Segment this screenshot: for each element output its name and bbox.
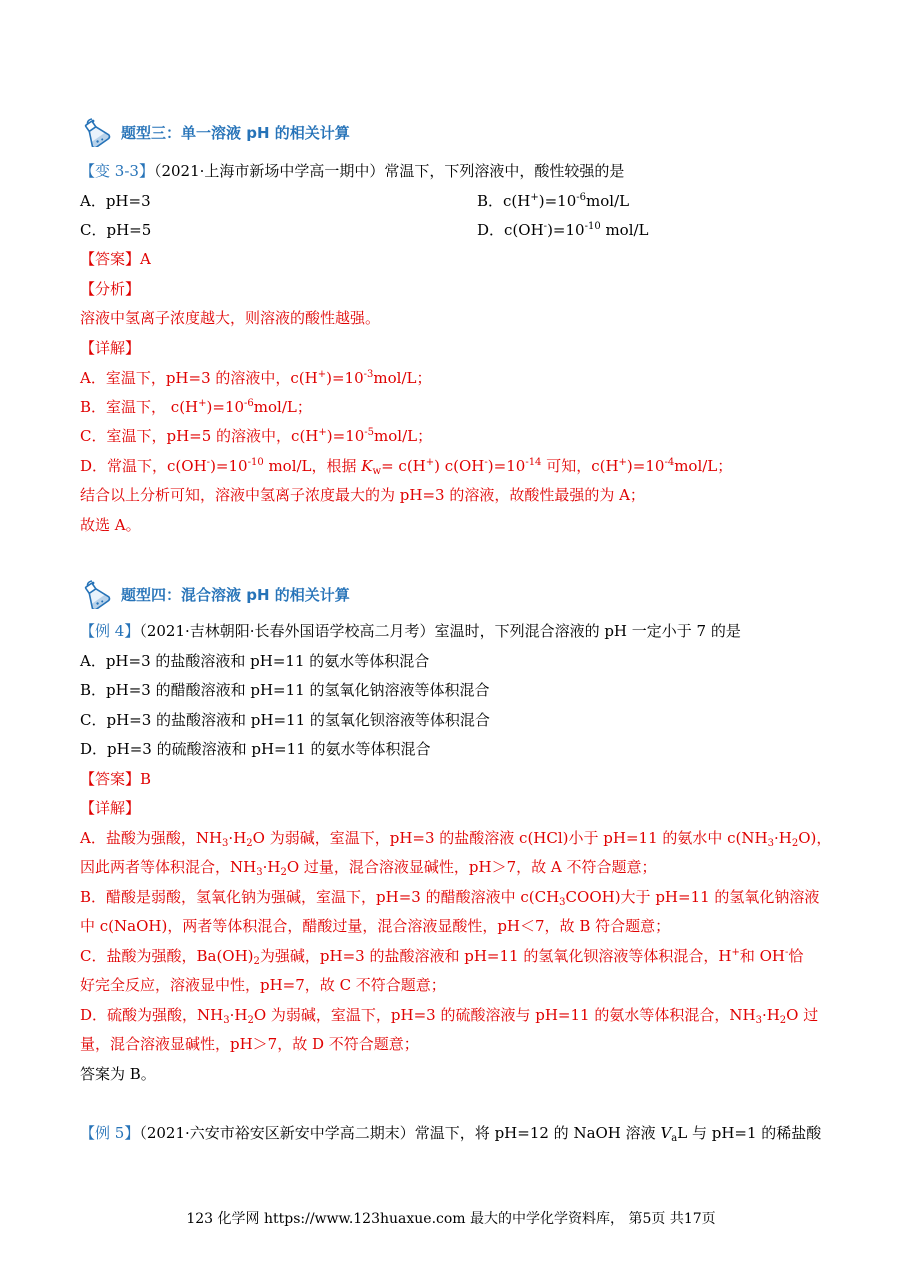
option-d: D．$c(OH^-)=10^{-10}$ mol/L — [477, 221, 649, 239]
detail-d-2: 量，混合溶液显碱性，pH＞7，故 D 不符合题意； — [80, 1035, 419, 1053]
page-footer: 123 化学网 https://www.123huaxue.com 最大的中学化学资料库， 第5页 共17页 — [186, 1211, 716, 1227]
detail-d: D．常温下，$c(OH^-)=10^{-10}$ mol/L，根据 $K_w= c(H^+)$ $c(OH^-)=10^{-14}$ 可知，$c(H^+)=10^{-4}mol/L$； — [80, 457, 733, 477]
detail-b: B．室温下， $c(H^+)=10^{-6}mol/L$； — [80, 398, 312, 416]
option-d: D．pH=3 的硫酸溶液和 pH=11 的氨水等体积混合 — [80, 740, 431, 758]
detail-label: 【详解】 — [80, 339, 141, 357]
option-a: A．pH=3 的盐酸溶液和 pH=11 的氨水等体积混合 — [80, 652, 430, 670]
question-line: 【例 4】（2021·吉林朝阳·长春外国语学校高二月考）室温时，下列混合溶液的 pH 一定小于 7 的是 — [80, 622, 741, 640]
option-c: C．pH=5 — [80, 221, 152, 239]
flask-icon — [80, 117, 112, 147]
flask-icon — [80, 579, 112, 609]
detail-c-2: 好完全反应，溶液显中性，pH=7，故 C 不符合题意； — [80, 976, 446, 994]
answer-line: 【答案】A — [80, 250, 151, 268]
detail-c: C．室温下，pH=5 的溶液中，$c(H^+)=10^{-5}mol/L$； — [80, 427, 433, 445]
section-title: 题型三：单一溶液 pH 的相关计算 — [121, 123, 350, 142]
detail-a-1: A．盐酸为强酸，$NH_3\cdot H_2O$ 为弱碱，室温下，pH=3 的盐酸溶液 c(HCl)小于 pH=11 的氨水中 $c(NH_3\cdot H_2O)$， — [80, 829, 832, 849]
option-a: A．pH=3 — [80, 192, 151, 210]
detail-label: 【详解】 — [80, 799, 141, 817]
analysis-text: 溶液中氢离子浓度越大，则溶液的酸性越强。 — [80, 309, 381, 327]
detail-d-1: D．硫酸为强酸，$NH_3\cdot H_2O$ 为弱碱，室温下，pH=3 的硫酸溶液与 pH=11 的氨水等体积混合，$NH_3\cdot H_2O$ 过 — [80, 1006, 819, 1026]
option-c: C．pH=3 的盐酸溶液和 pH=11 的氢氧化钡溶液等体积混合 — [80, 711, 490, 729]
detail-a: A．室温下，pH=3 的溶液中，$c(H^+)=10^{-3}mol/L$； — [80, 369, 432, 387]
option-b: B．$c(H^+)=10^{-6}mol/L$ — [477, 192, 630, 210]
final-answer: 答案为 B。 — [80, 1065, 156, 1083]
detail-c-1: C．盐酸为强酸，$Ba(OH)_2$为强碱，pH=3 的盐酸溶液和 pH=11 的氢氧化钡溶液等体积混合，H+和 OH-恰 — [80, 947, 804, 967]
analysis-label: 【分析】 — [80, 280, 141, 298]
option-b: B．pH=3 的醋酸溶液和 pH=11 的氢氧化钠溶液等体积混合 — [80, 681, 490, 699]
question-line: 【变 3-3】（2021·上海市新场中学高一期中）常温下，下列溶液中，酸性较强的是 — [80, 162, 625, 180]
detail-b-1: B．醋酸是弱酸，氢氧化钠为强碱，室温下，pH=3 的醋酸溶液中 $c(CH_3COOH)$大于 pH=11 的氢氧化钠溶液 — [80, 888, 820, 908]
detail-a-2: 因此两者等体积混合，$NH_3\cdot H_2O$ 过量，混合溶液显碱性，pH＞7，故 A 不符合题意； — [80, 858, 657, 878]
option-row — [80, 191, 630, 211]
conclusion-text: 结合以上分析可知，溶液中氢离子浓度最大的为 pH=3 的溶液，故酸性最强的为 A； — [80, 486, 645, 504]
answer-line: 【答案】B — [80, 770, 152, 788]
section-title: 题型四：混合溶液 pH 的相关计算 — [121, 585, 350, 604]
option-row — [80, 220, 649, 240]
choose-text: 故选 A。 — [80, 516, 141, 534]
detail-b-2: 中 c(NaOH)，两者等体积混合，醋酸过量，混合溶液显酸性，pH＜7，故 B 符合题意； — [80, 917, 671, 935]
section-heading-3 — [80, 117, 350, 147]
question-line: 【例 5】（2021·六安市裕安区新安中学高二期末）常温下，将 pH=12 的 NaOH 溶液 $V_aL$ 与 pH=1 的稀盐酸 — [80, 1124, 822, 1144]
section-heading-4 — [80, 579, 350, 609]
